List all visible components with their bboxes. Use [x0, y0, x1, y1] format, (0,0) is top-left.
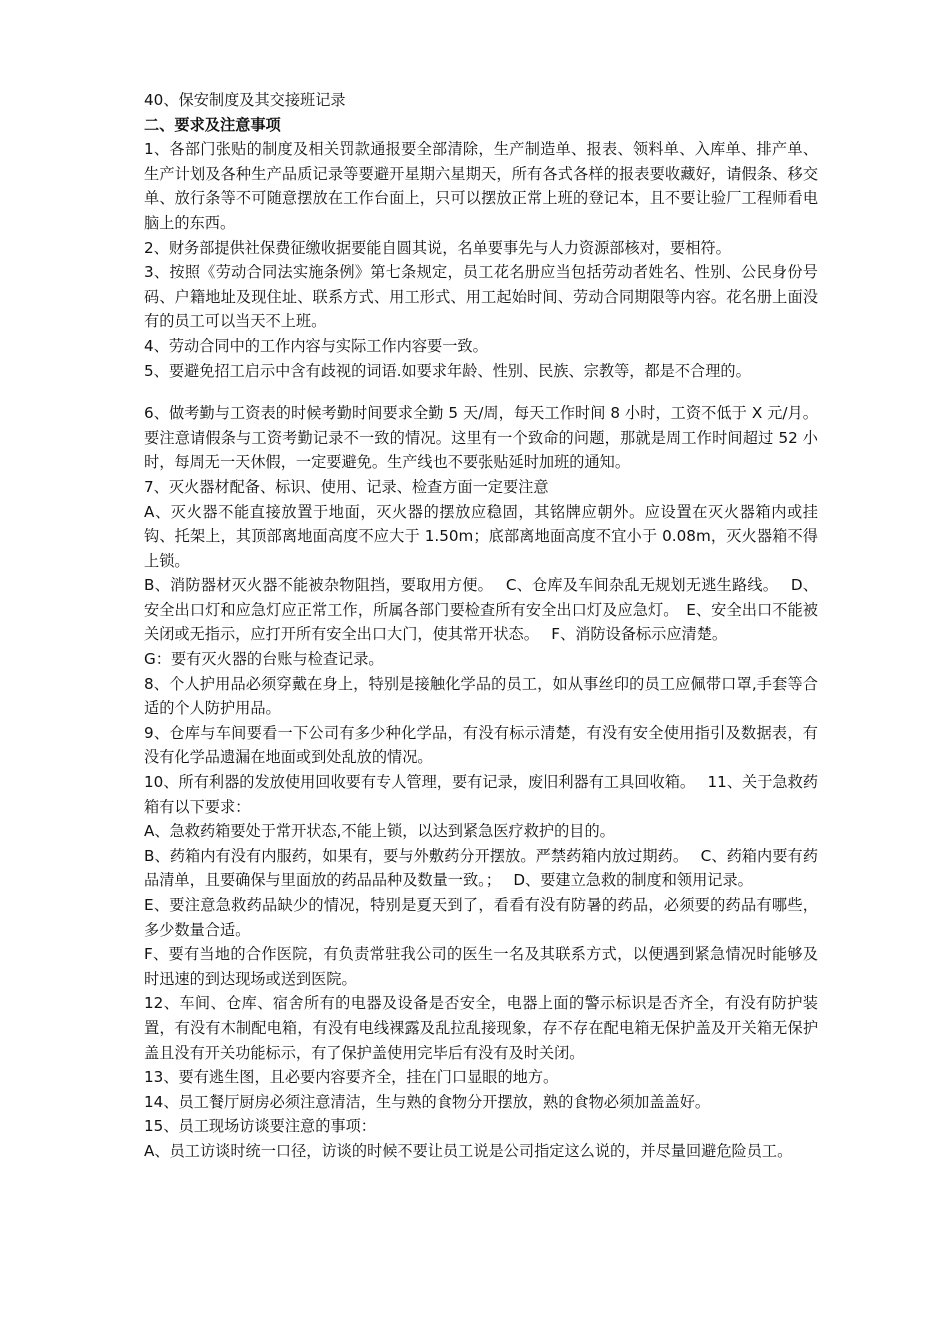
item-7-b-f: B、消防器材灭火器不能被杂物阻挡，要取用方便。 C、仓库及车间杂乱无规划无逃生路线。 D、安全出口灯和应急灯应正常工作，所属各部门要检查所有安全出口灯及应急灯。 E、安全出口不能被关闭或无指示，应打开所有安全出口大门，使其常开状态。 F、消防设备标示应清楚。 [144, 576, 818, 644]
item-40: 40、保安制度及其交接班记录 [144, 91, 346, 109]
item-11-a: A、急救药箱要处于常开状态,不能上锁，以达到紧急医疗救护的目的。 [144, 822, 615, 841]
item-14: 14、员工餐厅厨房必须注意清洁，生与熟的食物分开摆放，熟的食物必须加盖盖好。 [144, 1092, 711, 1111]
item-13: 13、要有逃生图，且必要内容要齐全，挂在门口显眼的地方。 [144, 1068, 559, 1087]
item-11-b-d: B、药箱内有没有内服药，如果有，要与外敷药分开摆放。严禁药箱内放过期药。 C、药箱内要有药品清单，且要确保与里面放的药品品种及数量一致。； D、要建立急救的制度和领用记录。 [144, 846, 818, 890]
section-heading: 二、要求及注意事项 [144, 115, 281, 134]
item-15-a: A、员工访谈时统一口径，访谈的时候不要让员工说是公司指定这么说的，并尽量回避危险员工。 [144, 1141, 793, 1160]
item-9: 9、仓库与车间要看一下公司有多少种化学品，有没有标示清楚，有没有安全使用指引及数据表，有没有化学品遗漏在地面或到处乱放的情况。 [144, 723, 818, 767]
item-12: 12、车间、仓库、宿舍所有的电器及设备是否安全，电器上面的警示标识是否齐全，有没有防护装置，有没有木制配电箱，有没有电线裸露及乱拉乱接现象，存不存在配电箱无保护盖及开关箱无保护盖且没有开关功能标示，有了保护盖使用完毕后有没有及时关闭。 [144, 994, 818, 1062]
item-6: 6、做考勤与工资表的时候考勤时间要求全勤 5 天/周，每天工作时间 8 小时，工资不低于 X 元/月。要注意请假条与工资考勤记录不一致的情况。这里有一个致命的问题，那就是周工作时间超过 52 小时，每周无一天休假，一定要避免。生产线也不要张贴延时加班的通知。 [144, 404, 818, 472]
item-10-11: 10、所有利器的发放使用回收要有专人管理，要有记录，废旧利器有工具回收箱。 11、关于急救药箱有以下要求： [144, 773, 818, 816]
item-4: 4、劳动合同中的工作内容与实际工作内容要一致。 [144, 336, 488, 355]
item-3: 3、按照《劳动合同法实施条例》第七条规定，员工花名册应当包括劳动者姓名、性别、公民身份号码、户籍地址及现住址、联系方式、用工形式、用工起始时间、劳动合同期限等内容。花名册上面没有的员工可以当天不上班。 [144, 263, 818, 331]
item-7: 7、灭火器材配备、标识、使用、记录、检查方面一定要注意 [144, 477, 549, 496]
item-7-a: A、灭火器不能直接放置于地面，灭火器的摆放应稳固，其铭牌应朝外。应设置在灭火器箱内或挂钩、托架上，其顶部离地面高度不应大于 1.50m；底部离地面高度不宜小于 0.08m，灭火器箱不得上锁。 [144, 502, 818, 570]
item-1: 1、各部门张贴的制度及相关罚款通报要全部清除，生产制造单、报表、领料单、入库单、排产单、生产计划及各种生产品质记录等要避开星期六星期天，所有各式各样的报表要收藏好，请假条、移交单、放行条等不可随意摆放在工作台面上，只可以摆放正常上班的登记本，且不要让验厂工程师看电脑上的东西。 [144, 140, 818, 232]
item-15: 15、员工现场访谈要注意的事项： [144, 1117, 376, 1136]
item-5: 5、要避免招工启示中含有歧视的词语.如要求年龄、性别、民族、宗教等，都是不合理的。 [144, 361, 751, 380]
item-11-f: F、要有当地的合作医院，有负责常驻我公司的医生一名及其联系方式，以便遇到紧急情况时能够及时迅速的到达现场或送到医院。 [144, 945, 818, 988]
item-8: 8、个人护用品必须穿戴在身上，特别是接触化学品的员工，如从事丝印的员工应佩带口罩,手套等合适的个人防护用品。 [144, 674, 818, 718]
item-11-e: E、要注意急救药品缺少的情况，特别是夏天到了，看看有没有防暑的药品，必须要的药品有哪些，多少数量合适。 [144, 896, 818, 939]
item-7-g: G：要有灭火器的台账与检查记录。 [144, 650, 384, 669]
item-2: 2、财务部提供社保费征缴收据要能自圆其说，名单要事先与人力资源部核对，要相符。 [144, 238, 731, 257]
paragraph-gap [144, 383, 818, 401]
